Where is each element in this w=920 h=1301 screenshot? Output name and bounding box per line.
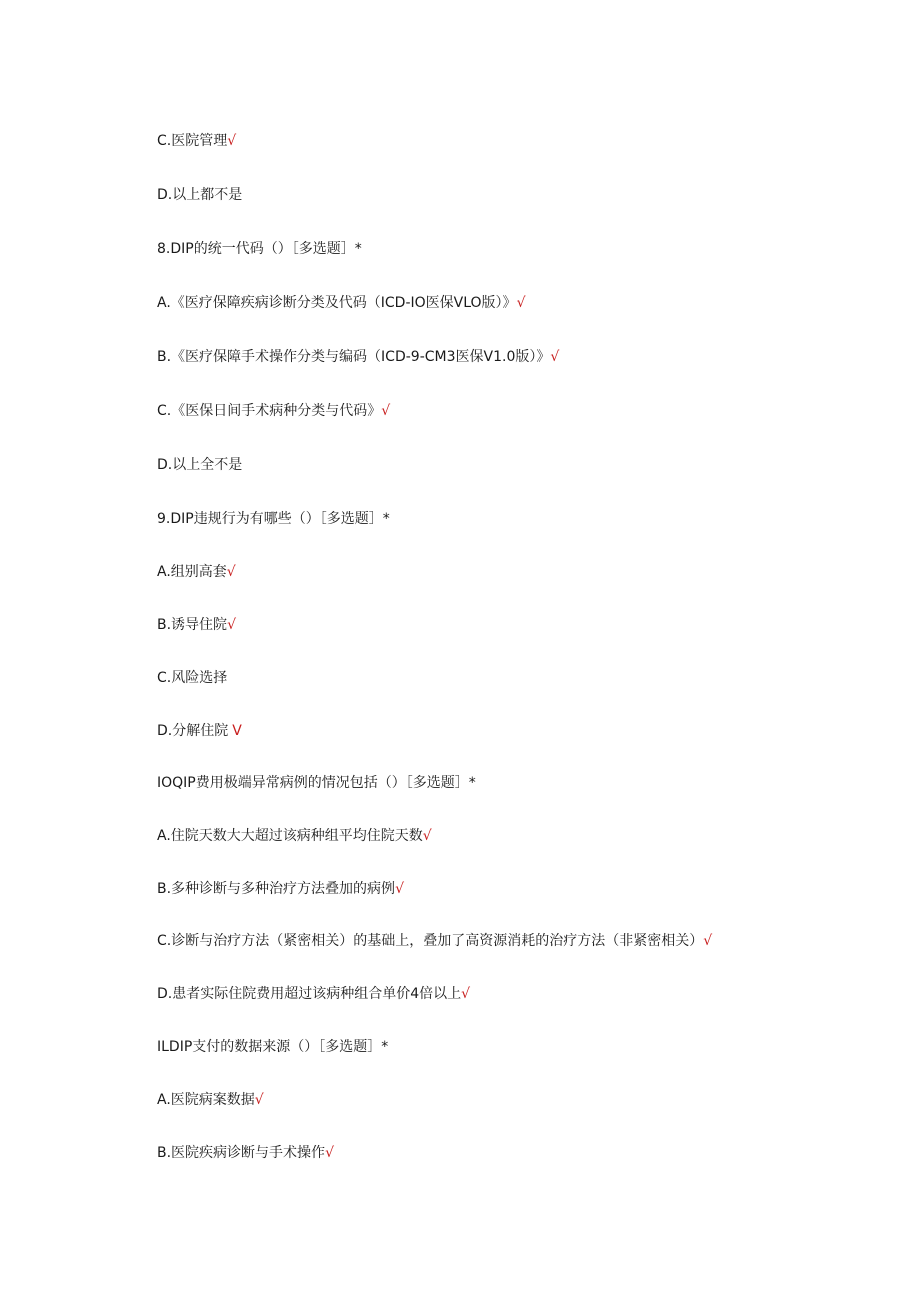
option-text: A.住院天数大大超过该病种组平均住院天数: [157, 828, 423, 844]
answer-check-mark: √: [325, 1145, 334, 1161]
option-text: B.医院疾病诊断与手术操作: [157, 1145, 326, 1161]
option-line: [157, 929, 712, 953]
question-line: [157, 771, 476, 795]
option-line: [157, 129, 236, 153]
option-text: D.患者实际住院费用超过该病种组合单价4倍以上: [157, 986, 462, 1002]
option-line: [157, 982, 470, 1006]
answer-check-mark: √: [516, 295, 526, 311]
option-text: A.医院病案数据: [157, 1092, 255, 1108]
option-line: [157, 345, 559, 369]
question-line: [157, 237, 362, 261]
option-line: [157, 399, 390, 423]
answer-check-mark: √: [227, 133, 237, 149]
answer-check-mark: √: [395, 881, 404, 897]
option-line: [157, 666, 227, 690]
answer-check-mark: √: [226, 564, 236, 580]
answer-check-mark: √: [254, 1092, 264, 1108]
answer-check-mark: √: [703, 933, 713, 949]
option-line: [157, 183, 242, 207]
option-line: [157, 719, 242, 743]
option-line: [157, 824, 432, 848]
question-line: [157, 507, 390, 531]
option-text: D.以上都不是: [157, 187, 243, 203]
option-text: C.诊断与治疗方法（紧密相关）的基础上，叠加了高资源消耗的治疗方法（非紧密相关）: [157, 933, 704, 949]
option-text: B.多种诊断与多种治疗方法叠加的病例: [157, 881, 396, 897]
option-text: D.以上全不是: [157, 457, 243, 473]
option-text: B.《医疗保障手术操作分类与编码（ICD-9-CM3医保V1.0版）》: [157, 349, 551, 365]
option-text: C.医院管理: [157, 133, 228, 149]
option-line: [157, 1141, 334, 1165]
question-text: ILDIP支付的数据来源（）［多选题］*: [157, 1039, 389, 1055]
question-text: 9.DIP违规行为有哪些（）［多选题］*: [157, 511, 390, 527]
answer-check-mark: √: [461, 986, 471, 1002]
question-line: [157, 1035, 388, 1059]
option-line: [157, 291, 525, 315]
question-text: IOQIP费用极端异常病例的情况包括（）［多选题］*: [157, 775, 476, 791]
option-text: A.《医疗保障疾病诊断分类及代码（ICD-IO医保VLO版）》: [157, 295, 517, 311]
option-text: C.《医保日间手术病种分类与代码》: [157, 403, 382, 419]
answer-check-mark: √: [422, 828, 432, 844]
option-line: [157, 453, 242, 477]
option-text: D.分解住院: [157, 723, 229, 739]
option-text: B.诱导住院: [157, 617, 228, 633]
option-text: C.风险选择: [157, 670, 228, 686]
answer-check-mark: V: [232, 723, 242, 739]
answer-check-mark: √: [550, 349, 560, 365]
option-line: [157, 613, 236, 637]
question-text: 8.DIP的统一代码（）［多选题］*: [157, 241, 362, 257]
answer-check-mark: √: [381, 403, 391, 419]
option-line: [157, 560, 236, 584]
option-text: A.组别高套: [157, 564, 227, 580]
option-line: [157, 877, 404, 901]
option-line: [157, 1088, 264, 1112]
answer-check-mark: √: [227, 617, 236, 633]
